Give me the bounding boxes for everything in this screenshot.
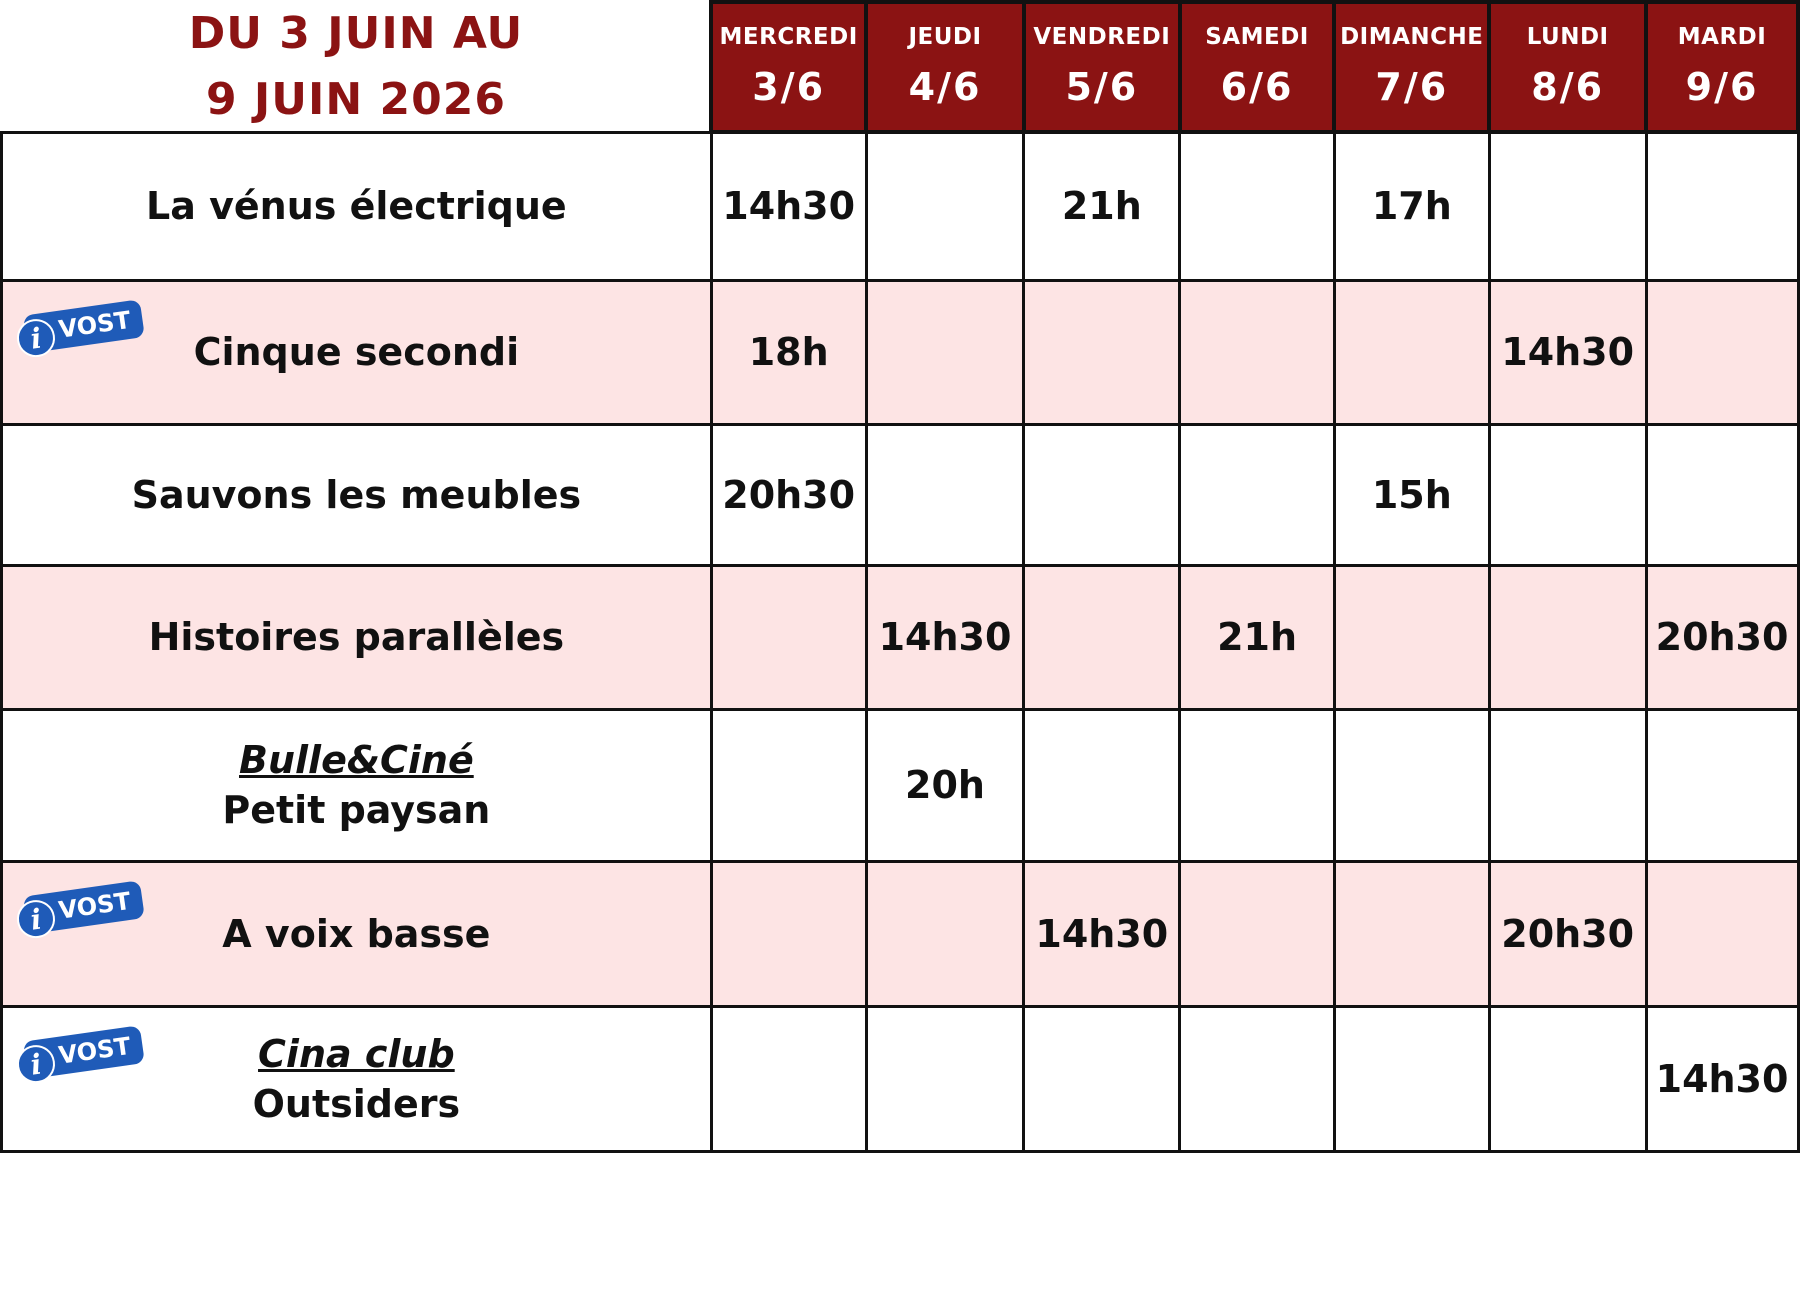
showtime-cell [1489,424,1646,565]
day-header-2 [1024,2,1180,132]
showtime-cell [1334,861,1489,1006]
film-title: Petit paysan [222,788,491,832]
showtime-cell [1489,565,1646,709]
day-name: MARDI [1677,24,1767,50]
film-row [2,424,1799,565]
showtime-cell [866,132,1024,280]
day-name: SAMEDI [1205,24,1309,50]
showtime-cell: 20h30 [1489,861,1646,1006]
showtime-cell: 14h30 [1489,280,1646,424]
film-cell [2,861,712,1006]
showtime-cell [711,861,866,1006]
film-row [2,709,1799,861]
film-cell [2,709,712,861]
showtime-cell: 15h [1334,424,1489,565]
showtime-cell: 17h [1334,132,1489,280]
period-line-1: DU 3 JUIN AU [188,8,524,59]
showtime-cell [1180,709,1335,861]
showtime-cell [1180,280,1335,424]
day-header-3 [1180,2,1335,132]
showtime-cell [1646,280,1798,424]
showtime-cell [711,565,866,709]
film-series-label: Bulle&Ciné [239,738,474,782]
showtime-cell [1334,565,1489,709]
film-title: A voix basse [222,911,491,956]
showtime-cell [1646,709,1798,861]
film-cell [2,565,712,709]
showtime-cell [866,424,1024,565]
vost-badge-label: VOST [56,305,133,344]
showtime-cell: 21h [1024,132,1180,280]
showtime-cell [1646,424,1798,565]
film-row [2,1006,1799,1151]
showtime-cell [866,861,1024,1006]
showtime-cell: 20h [866,709,1024,861]
showtime-cell [866,1006,1024,1151]
showtime-cell [1180,1006,1335,1151]
film-title: Cinque secondi [193,330,520,374]
day-date: 4/6 [908,65,982,109]
showtime-cell [1646,861,1798,1006]
showtime-cell [866,280,1024,424]
showtime-cell [1489,132,1646,280]
day-name: MERCREDI [719,24,858,50]
showtime-cell: 20h30 [1646,565,1798,709]
showtime-cell: 21h [1180,565,1335,709]
showtime-cell [1334,709,1489,861]
showtime-cell [1180,424,1335,565]
showtime-cell: 14h30 [1024,861,1180,1006]
day-name: LUNDI [1526,24,1609,50]
film-title: Sauvons les meubles [131,472,582,517]
showtime-cell [1024,709,1180,861]
film-row [2,132,1799,280]
film-row [2,280,1799,424]
day-date: 6/6 [1220,65,1294,109]
day-header-0 [711,2,866,132]
showtime-cell [1024,280,1180,424]
showtime-cell [1024,424,1180,565]
showtime-cell [1180,861,1335,1006]
showtime-cell [1646,132,1798,280]
vost-badge [11,879,147,939]
showtime-cell: 20h30 [711,424,866,565]
day-date: 3/6 [752,65,826,109]
header-corner [2,2,712,132]
day-header-4 [1334,2,1489,132]
showtime-cell: 18h [711,280,866,424]
day-date: 8/6 [1531,65,1605,109]
schedule-body [2,132,1799,1151]
showtime-cell: 14h30 [1646,1006,1798,1151]
showtime-cell [1334,280,1489,424]
film-title: Histoires parallèles [148,615,565,659]
film-row [2,861,1799,1006]
showtime-cell [1180,132,1335,280]
film-cell [2,424,712,565]
film-series-label: Cina club [258,1031,455,1076]
period-line-2: 9 JUIN 2026 [205,74,506,125]
showtime-cell [1024,1006,1180,1151]
showtime-cell [1024,565,1180,709]
vost-badge-label: VOST [56,1031,133,1070]
info-glyph: i [28,320,44,356]
day-date: 7/6 [1375,65,1449,109]
vost-badge-label: VOST [56,886,133,925]
info-glyph: i [28,901,44,937]
film-row [2,565,1799,709]
day-name: DIMANCHE [1340,24,1484,50]
film-cell [2,1006,712,1151]
day-date: 9/6 [1685,65,1759,109]
day-header-6 [1646,2,1798,132]
showtime-cell [1334,1006,1489,1151]
film-cell [2,132,712,280]
showtime-cell [711,709,866,861]
day-header-5 [1489,2,1646,132]
film-title: Outsiders [252,1081,461,1126]
showtime-cell: 14h30 [711,132,866,280]
header-row [2,2,1799,132]
info-glyph: i [28,1047,44,1082]
film-title: La vénus électrique [146,184,567,228]
vost-badge [11,298,147,358]
film-cell [2,280,712,424]
vost-badge [11,1024,147,1084]
showtime-cell [1489,1006,1646,1151]
showtime-cell: 14h30 [866,565,1024,709]
day-header-1 [866,2,1024,132]
showtime-cell [1489,709,1646,861]
day-name: JEUDI [908,24,982,50]
day-date: 5/6 [1065,65,1139,109]
day-name: VENDREDI [1033,24,1171,50]
showtime-cell [711,1006,866,1151]
